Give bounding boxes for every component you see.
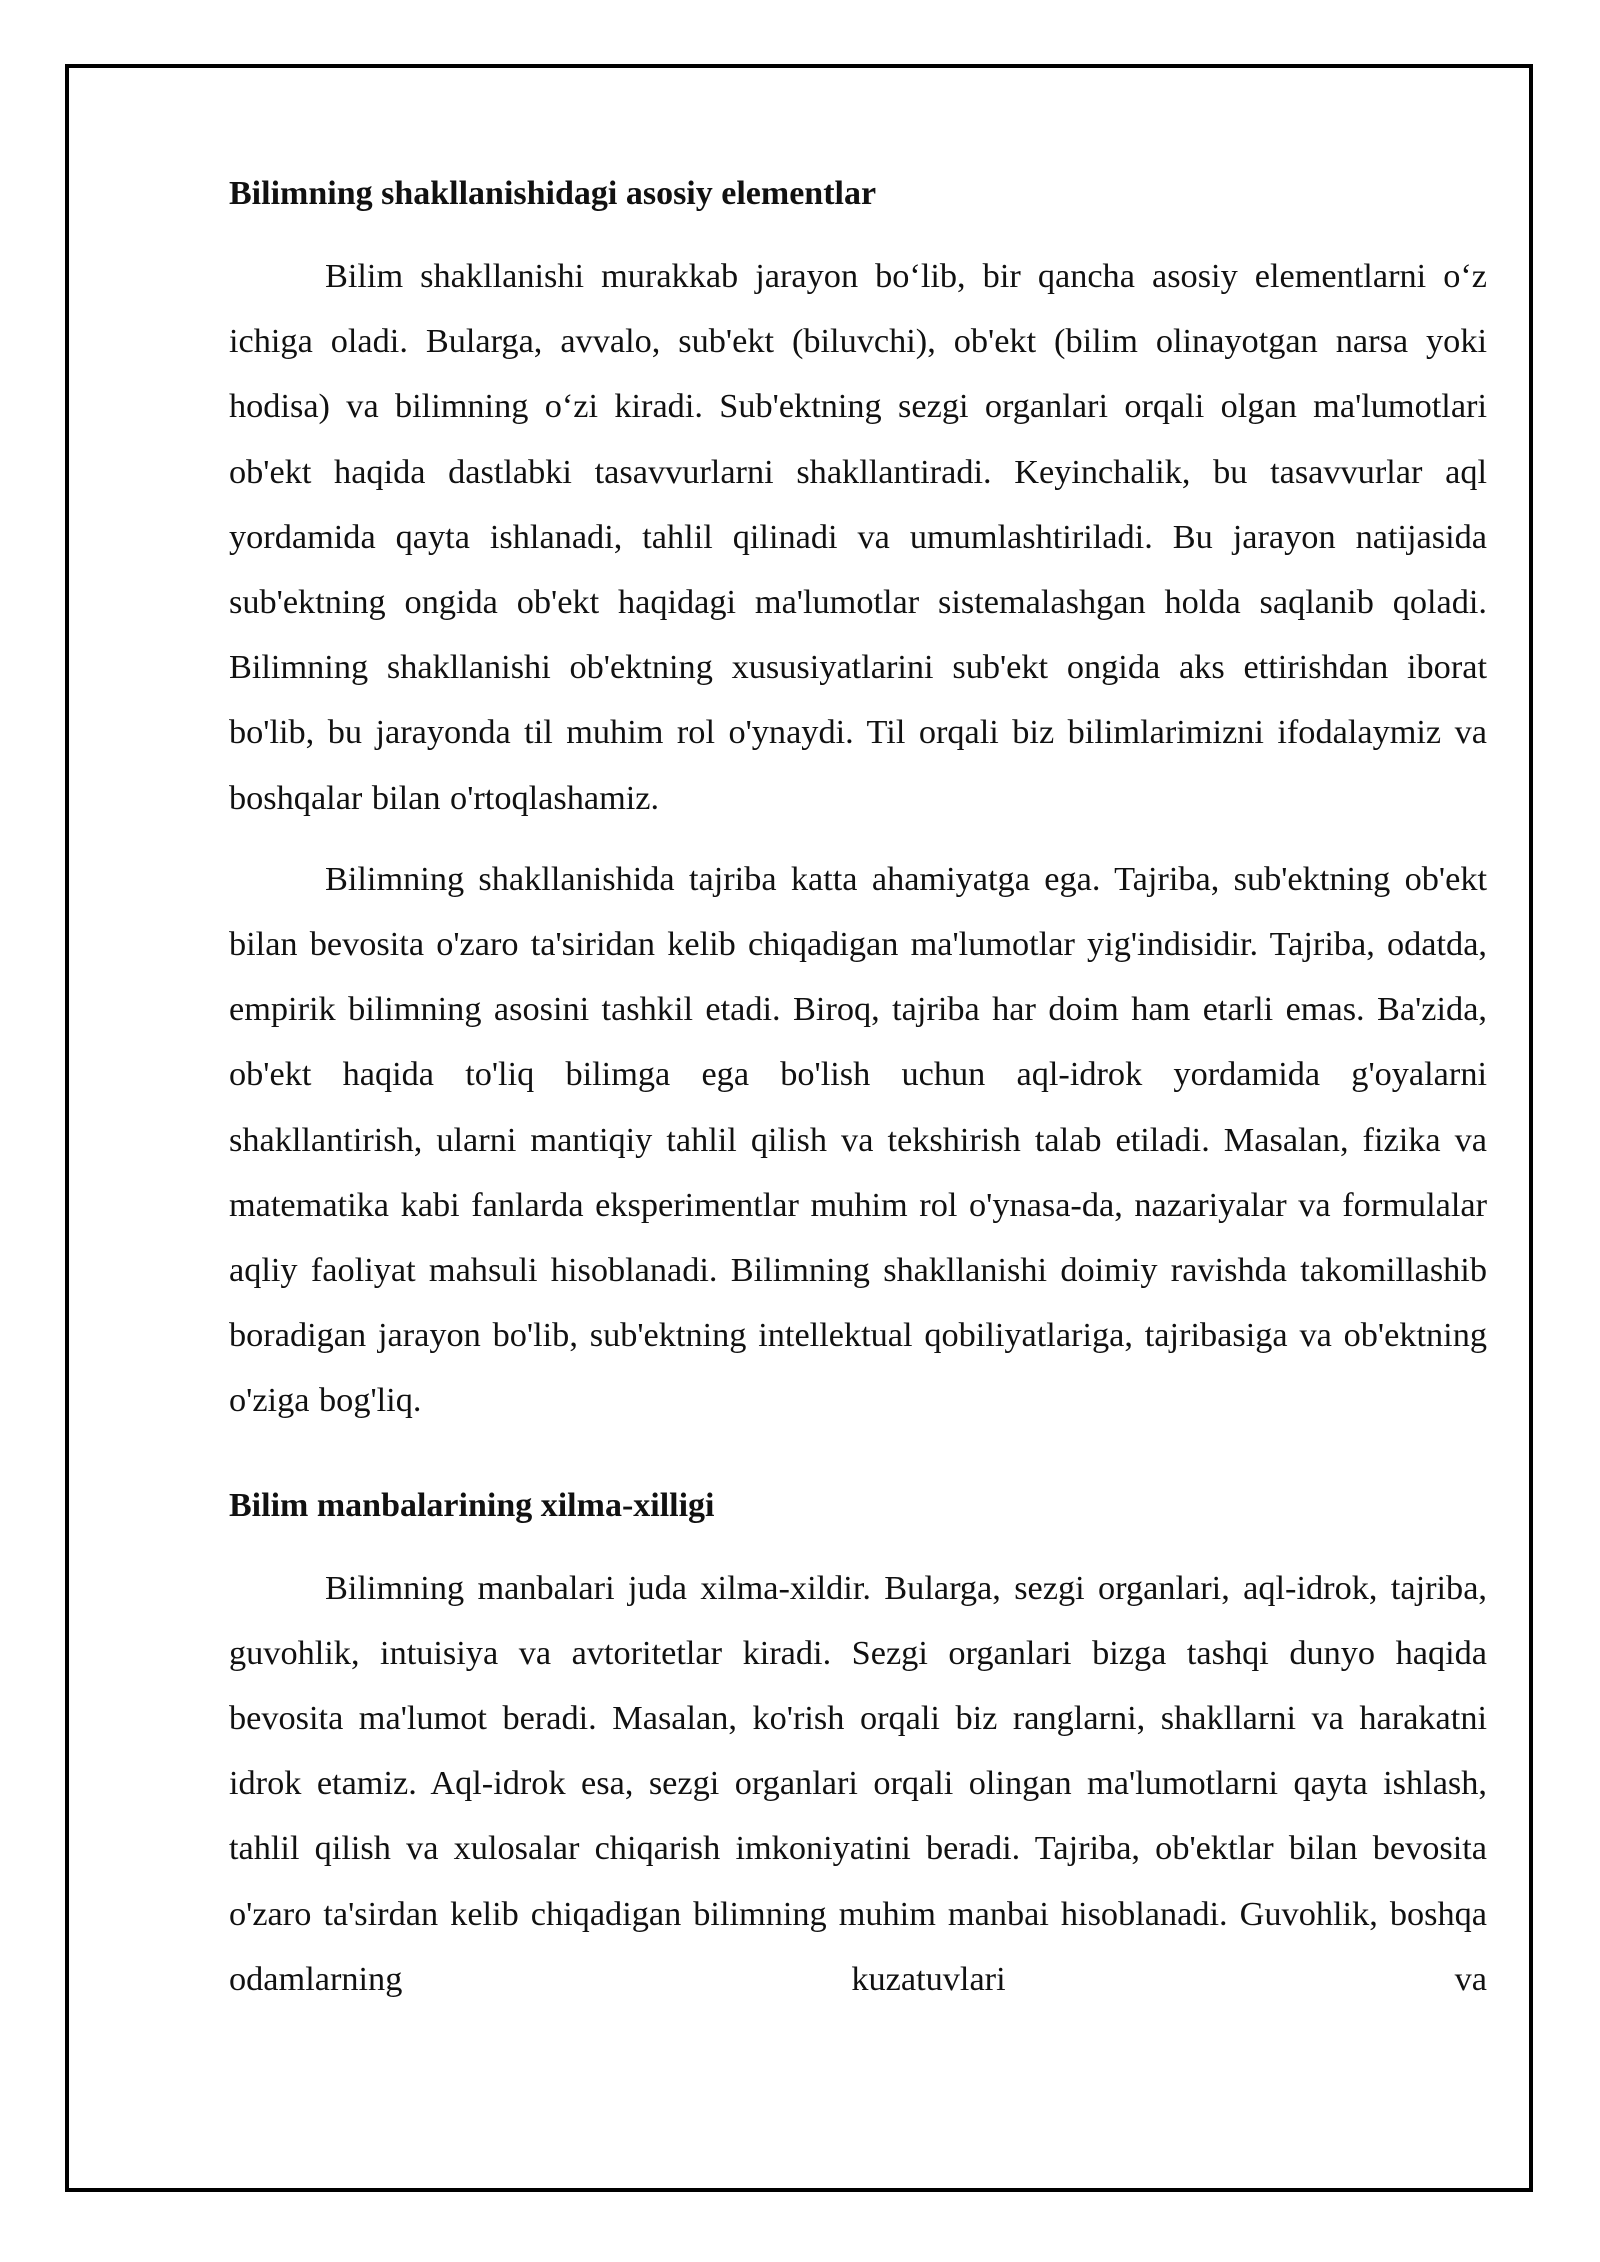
document-body	[229, 172, 1487, 2028]
paragraph-knowledge-sources: Bilimning manbalari juda xilma-xildir. Bularga, sezgi organlari, aql-idrok, tajriba, guvohlik, intuisiya va avtoritetlar kiradi. Sezgi organlari bizga tashqi dunyo haqida bevosita ma'lumot beradi. Masalan, ko'rish orqali biz ranglarni, shakllarni va harakatni idrok etamiz. Aql-idrok esa, sezgi organlari orqali olingan ma'lumotlarni qayta ishlash, tahlil qilish va xulosalar chiqarish imkoniyatini beradi. Tajriba, ob'ektlar bilan bevosita o'zaro ta'sirdan kelib chiqadigan bilimning muhim manbai hisoblanadi. Guvohlik, boshqa odamlarning kuzatuvlari va	[229, 1568, 1487, 1998]
section-heading-sources: Bilim manbalarining xilma-xilligi	[229, 1486, 715, 1524]
paragraph-knowledge-formation: Bilim shakllanishi murakkab jarayon bo‘lib, bir qancha asosiy elementlarni o‘z ichiga oladi. Bularga, avvalo, sub'ekt (biluvchi), ob'ekt (bilim olinayotgan narsa yoki hodisa) va bilimning o‘zi kiradi. Sub'ektning sezgi organlari orqali olgan ma'lumotlari ob'ekt haqida dastlabki tasavvurlarni shakllantiradi. Keyinchalik, bu tasavvurlar aql yordamida qayta ishlanadi, tahlil qilinadi va umumlashtiriladi. Bu jarayon natijasida sub'ektning ongida ob'ekt haqidagi ma'lumotlar sistemalashgan holda saqlanib qoladi. Bilimning shakllanishi ob'ektning xususiyatlarini sub'ekt ongida aks ettirishdan iborat bo'lib, bu jarayonda til muhim rol o'ynaydi. Til orqali biz bilimlarimizni ifodalaymiz va boshqalar bilan o'rtoqlashamiz.	[229, 257, 1487, 817]
paragraph-experience-role: Bilimning shakllanishida tajriba katta ahamiyatga ega. Tajriba, sub'ektning ob'ekt bilan bevosita o'zaro ta'siridan kelib chiqadigan ma'lumotlar yig'indisidir. Tajriba, odatda, empirik bilimning asosini tashkil etadi. Biroq, tajriba har doim ham etarli emas. Ba'zida, ob'ekt haqida to'liq bilimga ega bo'lish uchun aql-idrok yordamida g'oyalarni shakllantirish, ularni mantiqiy tahlil qilish va tekshirish talab etiladi. Masalan, fizika va matematika kabi fanlarda eksperimentlar muhim rol o'ynasa-da, nazariyalar va formulalar aqliy faoliyat mahsuli hisoblanadi. Bilimning shakllanishi doimiy ravishda takomillashib boradigan jarayon bo'lib, sub'ektning intellektual qobiliyatlariga, tajribasiga va ob'ektning o'ziga bog'liq.	[229, 859, 1487, 1420]
section-heading-elements: Bilimning shakllanishidagi asosiy elementlar	[229, 175, 877, 212]
